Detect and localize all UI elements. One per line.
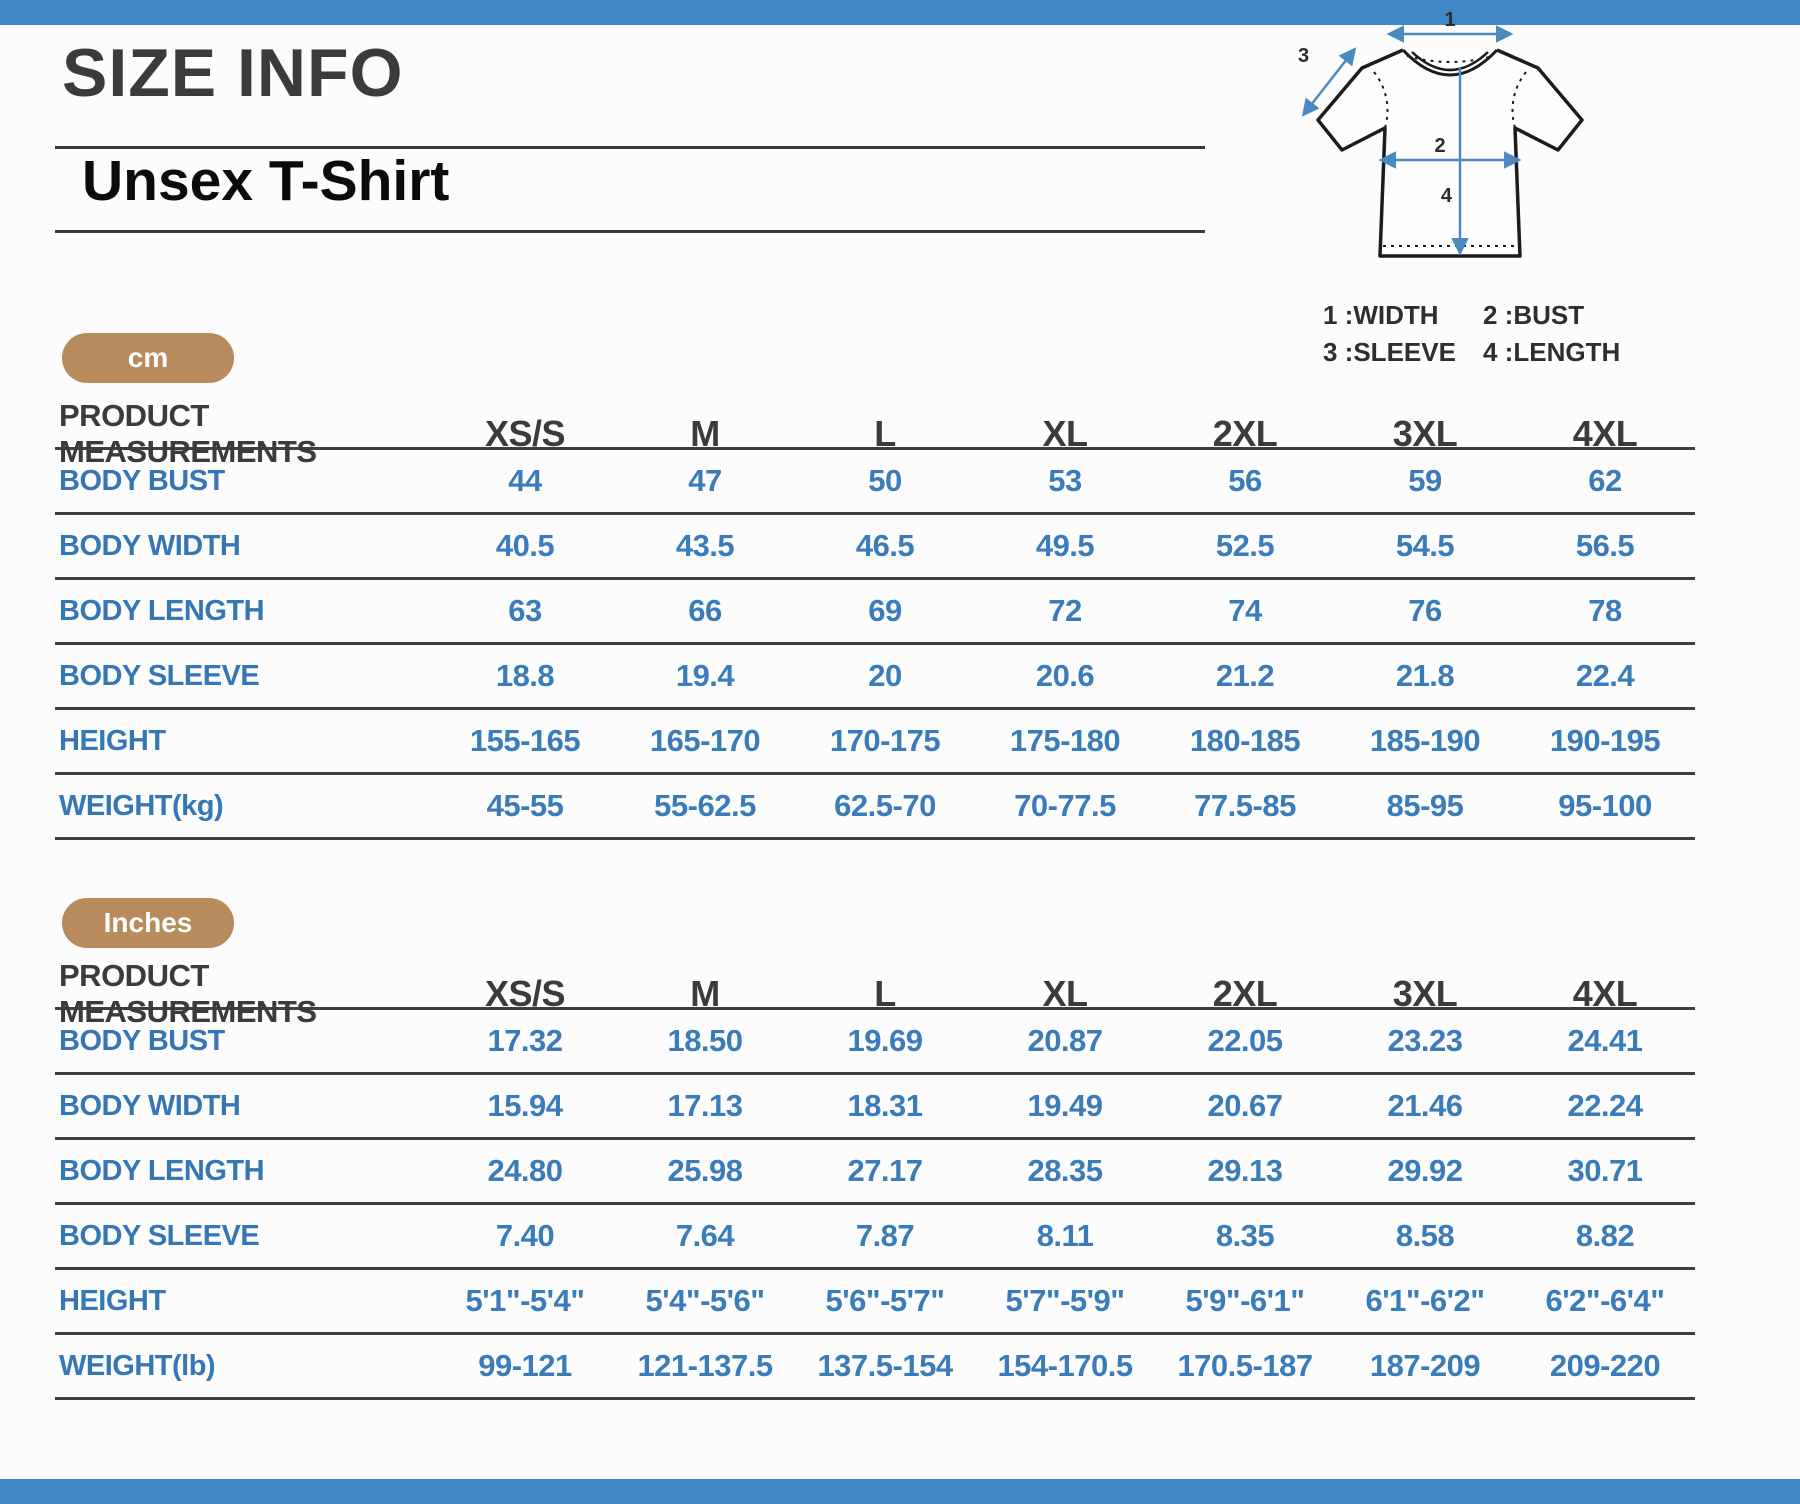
row-label: BODY LENGTH	[59, 1154, 265, 1187]
measurement-value: 44	[508, 463, 542, 498]
measurement-value: 190-195	[1549, 723, 1661, 758]
measurement-value: 69	[868, 593, 902, 628]
measurement-value: 46.5	[855, 528, 915, 563]
measurement-value: 50	[868, 463, 902, 498]
row-label: BODY LENGTH	[59, 594, 265, 627]
size-column-header: XS/S	[484, 413, 566, 454]
measurement-value: 62	[1588, 463, 1622, 498]
measurement-value: 29.92	[1387, 1153, 1463, 1188]
table-row	[55, 1140, 1695, 1205]
tshirt-outline	[1318, 50, 1582, 256]
arrow-label-sleeve: 3	[1298, 45, 1310, 67]
measurement-value: 21.8	[1395, 658, 1455, 693]
table-row	[55, 645, 1695, 710]
measurement-value: 187-209	[1369, 1348, 1481, 1383]
product-subtitle: Unsex T-Shirt	[82, 149, 450, 213]
measurement-value: 63	[508, 593, 542, 628]
measurement-value: 8.35	[1215, 1218, 1275, 1253]
measurement-value: 6'1"-6'2"	[1365, 1283, 1485, 1318]
measurement-value: 85-95	[1386, 788, 1464, 823]
measurement-value: 18.50	[667, 1023, 743, 1058]
row-label: BODY BUST	[59, 464, 225, 497]
size-column-header: 4XL	[1572, 973, 1638, 1014]
measurement-value: 95-100	[1558, 788, 1652, 823]
arrow-label-length: 4	[1440, 185, 1452, 207]
measurement-value: 56	[1228, 463, 1262, 498]
row-label: BODY WIDTH	[59, 529, 241, 562]
measurement-value: 15.94	[487, 1088, 563, 1123]
measurement-value: 49.5	[1035, 528, 1095, 563]
measurement-value: 52.5	[1215, 528, 1275, 563]
size-column-header: M	[690, 413, 720, 454]
measurement-value: 22.24	[1567, 1088, 1643, 1123]
row-label: BODY BUST	[59, 1024, 225, 1057]
measurement-value: 5'9"-6'1"	[1185, 1283, 1305, 1318]
row-label: WEIGHT(kg)	[59, 789, 224, 822]
measurement-value: 20.87	[1027, 1023, 1103, 1058]
legend-item-bust: 2 :BUST	[1483, 300, 1585, 330]
size-column-header: 4XL	[1572, 413, 1638, 454]
row-label: HEIGHT	[59, 724, 166, 757]
measurement-value: 185-190	[1369, 723, 1481, 758]
measurement-value: 21.2	[1215, 658, 1275, 693]
measurement-value: 8.11	[1036, 1218, 1094, 1253]
measurements-column-header: PRODUCT MEASUREMENTS	[59, 958, 317, 1029]
measurement-value: 175-180	[1009, 723, 1121, 758]
measurement-value: 28.35	[1027, 1153, 1103, 1188]
bottom-accent-bar	[0, 1479, 1800, 1504]
table-row	[55, 710, 1695, 775]
table-row	[55, 1075, 1695, 1140]
measurement-value: 5'6"-5'7"	[825, 1283, 945, 1318]
measurement-value: 180-185	[1189, 723, 1301, 758]
unit-badge-cm: cm	[62, 333, 234, 383]
size-table-cm	[55, 398, 1695, 840]
row-label: WEIGHT(lb)	[59, 1349, 216, 1382]
size-column-header: 2XL	[1212, 973, 1278, 1014]
measurement-value: 56.5	[1575, 528, 1635, 563]
size-column-header: 2XL	[1212, 413, 1278, 454]
measurement-value: 40.5	[495, 528, 555, 563]
size-column-header: XL	[1042, 973, 1088, 1014]
arrow-label-bust: 2	[1434, 135, 1446, 157]
row-label: HEIGHT	[59, 1284, 166, 1317]
legend-item-width: 1 :WIDTH	[1323, 300, 1439, 330]
measurement-value: 5'4"-5'6"	[645, 1283, 765, 1318]
size-column-header: XL	[1042, 413, 1088, 454]
measurement-value: 27.17	[847, 1153, 923, 1188]
measurement-value: 59	[1408, 463, 1442, 498]
measurement-value: 72	[1048, 593, 1082, 628]
table-header-row	[55, 958, 1695, 1029]
measurements-column-header: PRODUCT MEASUREMENTS	[59, 398, 317, 469]
measurement-value: 137.5-154	[817, 1348, 953, 1383]
legend-item-sleeve: 3 :SLEEVE	[1323, 337, 1456, 367]
measurement-value: 20.67	[1207, 1088, 1283, 1123]
size-column-header: 3XL	[1392, 413, 1458, 454]
measurement-value: 54.5	[1395, 528, 1455, 563]
size-column-header: 3XL	[1392, 973, 1458, 1014]
measurement-value: 22.4	[1575, 658, 1635, 693]
measurement-value: 76	[1408, 593, 1442, 628]
measurement-value: 19.69	[847, 1023, 923, 1058]
measurement-value: 70-77.5	[1014, 788, 1116, 823]
measurement-value: 78	[1588, 593, 1622, 628]
size-column-header: L	[874, 973, 896, 1014]
measurement-value: 209-220	[1549, 1348, 1661, 1383]
measurement-value: 5'1"-5'4"	[465, 1283, 585, 1318]
measurement-value: 22.05	[1207, 1023, 1283, 1058]
measurement-value: 8.58	[1395, 1218, 1455, 1253]
measurement-value: 19.4	[675, 658, 735, 693]
measurement-value: 154-170.5	[997, 1348, 1133, 1383]
arrow-label-width: 1	[1444, 10, 1456, 31]
table-header-row	[55, 398, 1695, 469]
measurement-value: 17.13	[667, 1088, 743, 1123]
table-row	[55, 775, 1695, 840]
page-title: SIZE INFO	[62, 35, 404, 111]
size-table-inches	[55, 958, 1695, 1400]
row-label: BODY WIDTH	[59, 1089, 241, 1122]
measurement-value: 43.5	[675, 528, 735, 563]
measurement-value: 18.31	[847, 1088, 923, 1123]
measurement-value: 7.64	[675, 1218, 735, 1253]
table-row	[55, 515, 1695, 580]
size-column-header: XS/S	[484, 973, 566, 1014]
measurement-value: 99-121	[478, 1348, 572, 1383]
measurement-value: 6'2"-6'4"	[1545, 1283, 1665, 1318]
measurement-value: 18.8	[495, 658, 555, 693]
measurement-value: 53	[1048, 463, 1082, 498]
measurement-value: 47	[688, 463, 722, 498]
measurement-value: 21.46	[1387, 1088, 1463, 1123]
measurement-value: 24.41	[1567, 1023, 1643, 1058]
row-label: BODY SLEEVE	[59, 1219, 260, 1252]
tshirt-measurement-diagram	[1290, 10, 1630, 285]
measurement-value: 20	[868, 658, 902, 693]
measurement-value: 66	[688, 593, 722, 628]
measurement-value: 121-137.5	[637, 1348, 773, 1383]
measurement-value: 7.40	[495, 1218, 555, 1253]
measurement-value: 23.23	[1387, 1023, 1463, 1058]
measurement-value: 165-170	[649, 723, 761, 758]
measurement-value: 17.32	[487, 1023, 563, 1058]
measurement-value: 24.80	[487, 1153, 563, 1188]
row-label: BODY SLEEVE	[59, 659, 260, 692]
measurement-value: 55-62.5	[654, 788, 756, 823]
measurement-value: 29.13	[1207, 1153, 1283, 1188]
legend-item-length: 4 :LENGTH	[1483, 337, 1621, 367]
measurement-value: 170-175	[829, 723, 941, 758]
table-row	[55, 580, 1695, 645]
table-row	[55, 1270, 1695, 1335]
measurement-value: 77.5-85	[1194, 788, 1296, 823]
measurement-value: 170.5-187	[1177, 1348, 1313, 1383]
measurement-value: 155-165	[469, 723, 581, 758]
table-row	[55, 1335, 1695, 1400]
size-column-header: L	[874, 413, 896, 454]
measurement-value: 20.6	[1035, 658, 1095, 693]
size-column-header: M	[690, 973, 720, 1014]
measurement-value: 8.82	[1575, 1218, 1635, 1253]
measurement-value: 5'7"-5'9"	[1005, 1283, 1125, 1318]
measurement-value: 7.87	[855, 1218, 915, 1253]
tshirt-diagram-svg	[1290, 10, 1630, 285]
divider	[55, 230, 1205, 233]
measurement-value: 30.71	[1567, 1153, 1643, 1188]
diagram-legend	[1323, 300, 1620, 368]
table-row	[55, 1205, 1695, 1270]
measurement-value: 25.98	[667, 1153, 743, 1188]
measurement-value: 19.49	[1027, 1088, 1103, 1123]
measurement-value: 45-55	[486, 788, 564, 823]
unit-badge-inches: Inches	[62, 898, 234, 948]
measurement-value: 74	[1228, 593, 1262, 628]
measurement-value: 62.5-70	[834, 788, 936, 823]
